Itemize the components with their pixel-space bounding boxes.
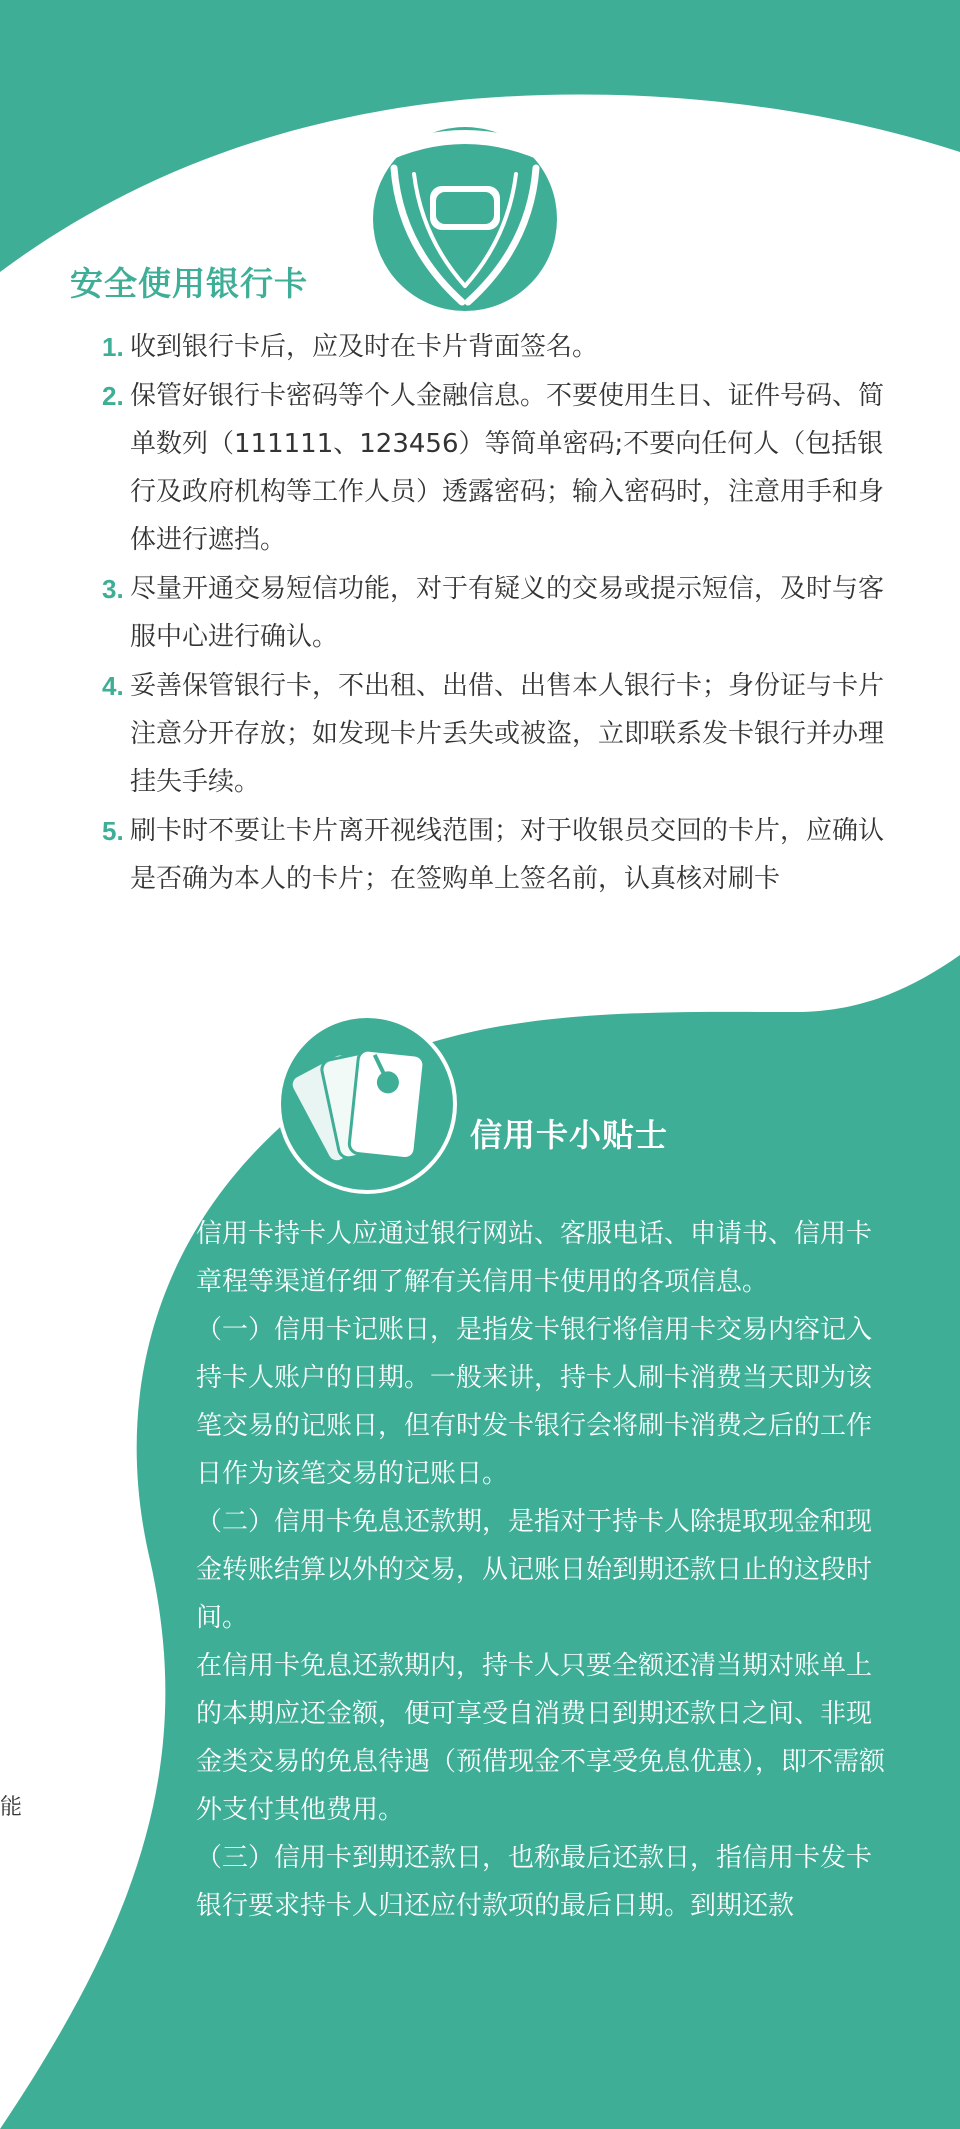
list-item: [94, 323, 894, 371]
item-number: 1.: [102, 332, 124, 362]
item-text: 刷卡时不要让卡片离开视线范围；对于收银员交回的卡片，应确认是否确为本人的卡片；在签购单上签名前，认真核对刷卡: [130, 816, 885, 894]
item-text: 尽量开通交易短信功能，对于有疑义的交易或提示短信，及时与客服中心进行确认。: [130, 574, 885, 652]
item-text: 收到银行卡后，应及时在卡片背面签名。: [130, 332, 599, 362]
credit-tips-body: [196, 1210, 896, 1930]
section-title-credit-tips: 信用卡小贴士: [470, 1116, 669, 1154]
section-title-safe-use: 安全使用银行卡: [70, 264, 308, 303]
tips-paragraph: 信用卡持卡人应通过银行网站、客服电话、申请书、信用卡章程等渠道仔细了解有关信用卡使用的各项信息。: [196, 1219, 873, 1297]
item-number: 5.: [102, 816, 124, 846]
credit-cards-icon: [273, 1010, 461, 1198]
list-item: [94, 662, 894, 806]
item-number: 4.: [102, 671, 124, 701]
item-number: 3.: [102, 574, 124, 604]
shield-card-icon: [372, 126, 558, 312]
tips-paragraph: （一）信用卡记账日，是指发卡银行将信用卡交易内容记入持卡人账户的日期。一般来讲，持卡人刷卡消费当天即为该笔交易的记账日，但有时发卡银行会将刷卡消费之后的工作日作为该笔交易的记账日。: [196, 1315, 873, 1489]
tips-paragraph: 在信用卡免息还款期内，持卡人只要全额还清当期对账单上的本期应还金额，便可享受自消费日到期还款日之间、非现金类交易的免息待遇（预借现金不享受免息优惠），即不需额外支付其他费用。: [196, 1651, 886, 1825]
list-item: [94, 807, 894, 903]
tips-paragraph: （三）信用卡到期还款日，也称最后还款日，指信用卡发卡银行要求持卡人归还应付款项的最后日期。到期还款: [196, 1843, 873, 1921]
safety-tips-list: [94, 323, 894, 904]
tips-paragraph: （二）信用卡免息还款期，是指对于持卡人除提取现金和现金转账结算以外的交易，从记账日始到期还款日止的这段时间。: [196, 1507, 873, 1633]
edge-text-fragment: 能: [0, 1795, 23, 1820]
list-item: [94, 372, 894, 564]
item-text: 妥善保管银行卡，不出租、出借、出售本人银行卡；身份证与卡片注意分开存放；如发现卡片丢失或被盗，立即联系发卡银行并办理挂失手续。: [130, 671, 885, 797]
item-text: 保管好银行卡密码等个人金融信息。不要使用生日、证件号码、简单数列（111111、123456）等简单密码;不要向任何人（包括银行及政府机构等工作人员）透露密码；输入密码时，注意用手和身体进行遮挡。: [130, 381, 885, 555]
list-item: [94, 565, 894, 661]
item-number: 2.: [102, 381, 124, 411]
